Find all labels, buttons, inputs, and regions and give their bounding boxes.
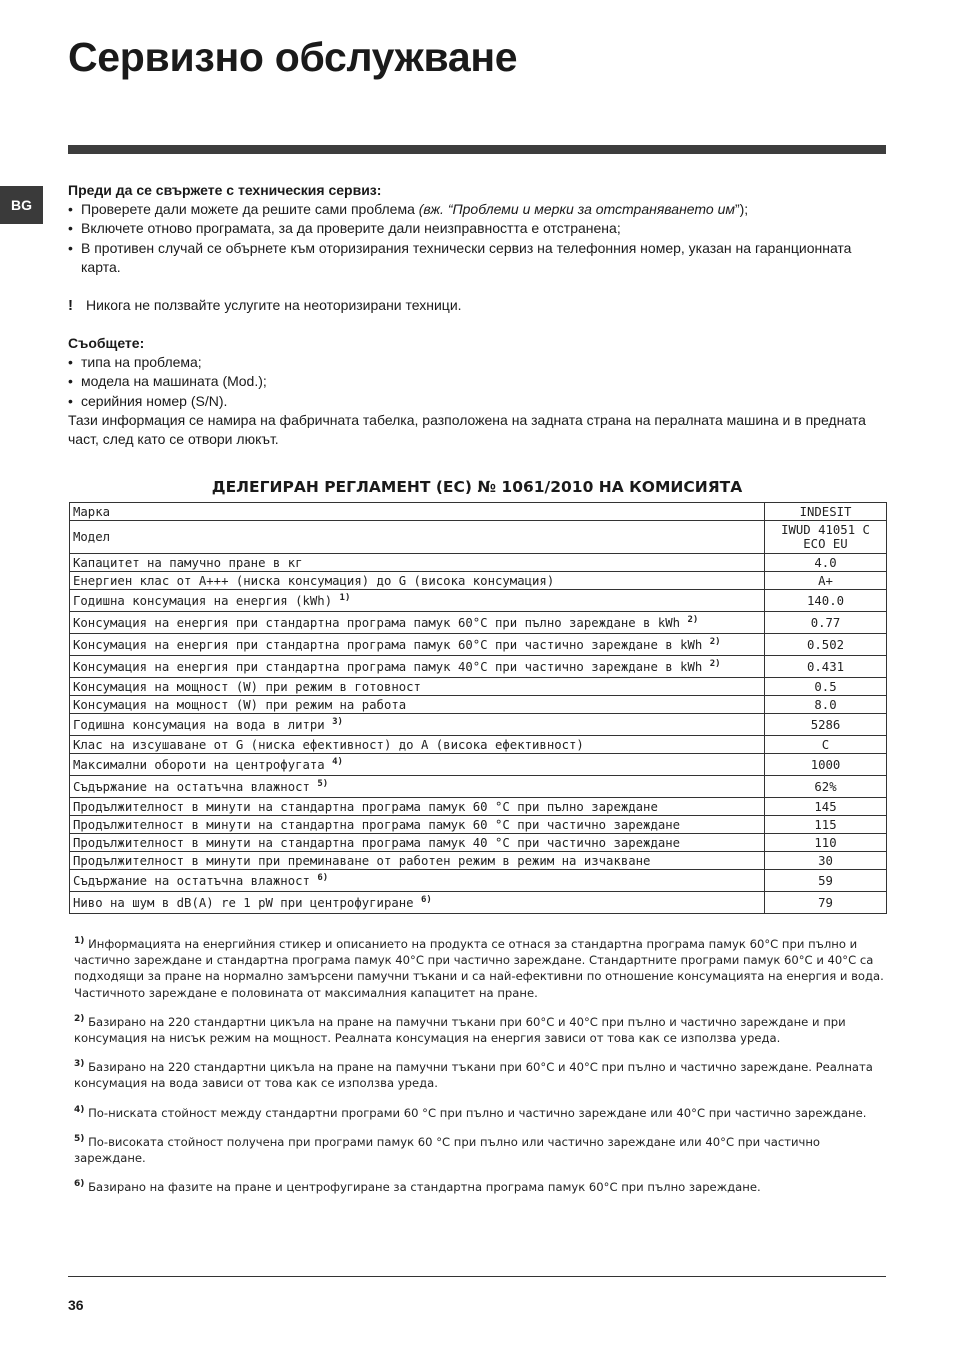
row-value: INDESIT [765, 503, 887, 521]
footnote-ref: 3) [332, 716, 343, 727]
table-row [70, 590, 887, 612]
table-row [70, 678, 887, 696]
table-row [70, 612, 887, 634]
row-value: 110 [765, 834, 887, 852]
row-value: 115 [765, 816, 887, 834]
footnote-ref: 2) [687, 614, 699, 625]
before-contact-section [68, 181, 888, 277]
row-value: A+ [765, 572, 887, 590]
row-label: Продължителност в минути на стандартна програма памук 60 °C при пълно зареждане [70, 798, 765, 816]
footnote-ref: 2) [709, 636, 721, 647]
footnote [74, 936, 884, 1001]
footnote-text: По-ниската стойност между стандартни програми 60 °C при пълно и частично зареждане или 40°C при частично зареждане. [88, 1105, 867, 1120]
row-label: Капацитет на памучно пране в кг [70, 554, 765, 572]
row-label: Консумация на енергия при стандартна програма памук 40°C при частично зареждане в kWh $^{2)}$ [70, 656, 765, 678]
row-label: Годишна консумация на енергия (kWh) $^{1)}$ [70, 590, 765, 612]
table-row [70, 870, 887, 892]
footnote-ref: 2) [709, 658, 721, 669]
footnote-ref: 4) [332, 756, 343, 767]
table-row [70, 572, 887, 590]
table-row [70, 736, 887, 754]
row-value: 140.0 [765, 590, 887, 612]
table-row [70, 554, 887, 572]
row-label: Съдържание на остатъчна влажност $^{5)}$ [70, 776, 765, 798]
warning-text: Никога не ползвайте услугите на неоторизирани техници. [86, 297, 462, 313]
table-row [70, 816, 887, 834]
row-value: 1000 [765, 754, 887, 776]
footnote-mark: 3) [74, 1059, 85, 1070]
row-value: C [765, 736, 887, 754]
footnote [74, 1179, 884, 1195]
page-title: Сервизно обслужване [68, 34, 518, 80]
footnote-text: Базирано на 220 стандартни цикъла на пране на памучни тъкани при 60°C и 40°C при пълно и частично зареждане. Реалната консумация на вода зависи от това как се използва уреда. [74, 1060, 873, 1091]
table-row [70, 798, 887, 816]
footnote-mark: 5) [74, 1133, 85, 1144]
row-value: IWUD 41051 C ECO EU [765, 521, 887, 554]
row-label: Консумация на енергия при стандартна програма памук 60°C при частично зареждане в kWh $^{2)}$ [70, 634, 765, 656]
footnote-ref: 6) [420, 894, 432, 905]
row-label: Максимални обороти на центрофугата $^{4)}$ [70, 754, 765, 776]
row-value: 0.431 [765, 656, 887, 678]
footnote-text: Информацията на енергийния стикер и описанието на продукта се отнася за стандартна програма памук 60°C при пълно и частично зареждане и стандартна програма памук 40°C при частично зареждане. Стандартните програми памук 60°C и 40°C са подходящи за пране на нормално замърсени памучни тъкани и са най-ефективни по отношение консумацията на енергия и вода. Частичното зареждане е половината от максималния капацитет на пране. [74, 937, 884, 1000]
table-row [70, 714, 887, 736]
report-section [68, 334, 888, 449]
warning-icon: ! [68, 297, 73, 314]
footnote-mark: 4) [74, 1104, 85, 1115]
table-row [70, 892, 887, 914]
page-number: 36 [68, 1297, 84, 1313]
table-row [70, 754, 887, 776]
footnote-mark: 6) [74, 1179, 85, 1190]
row-value: 5286 [765, 714, 887, 736]
footnote [74, 1134, 884, 1166]
row-label: Ниво на шум в dB(A) re 1 pW при центрофугиране $^{6)}$ [70, 892, 765, 914]
footnote-ref: 6) [317, 872, 329, 883]
table-row [70, 852, 887, 870]
list-item: • серийния номер (S/N). [68, 392, 228, 409]
row-value: 4.0 [765, 554, 887, 572]
table-row [70, 656, 887, 678]
row-value: 145 [765, 798, 887, 816]
row-label: Продължителност в минути на стандартна програма памук 60 °C при частично зареждане [70, 816, 765, 834]
row-label: Продължителност в минути при преминаване от работен режим в режим на изчакване [70, 852, 765, 870]
row-label: Съдържание на остатъчна влажност $^{6)}$ [70, 870, 765, 892]
row-value: 59 [765, 870, 887, 892]
list-item: • типа на проблема; [68, 354, 202, 371]
list-item: • Проверете дали можете да решите сами проблема (вж. “Проблеми и мерки за отстраняването им”); [68, 201, 749, 218]
row-value: 0.502 [765, 634, 887, 656]
list-item: • Включете отново програмата, за да проверите дали неизправността е отстранена; [68, 220, 621, 237]
row-label: Клас на изсушаване от G (ниска ефективност) до A (висока ефективност) [70, 736, 765, 754]
row-label: Енергиен клас от A+++ (ниска консумация) до G (висока консумация) [70, 572, 765, 590]
footer-divider [68, 1276, 886, 1277]
footnote [74, 1014, 884, 1046]
row-label: Консумация на енергия при стандартна програма памук 60°C при пълно зареждане в kWh $^{2)}$ [70, 612, 765, 634]
row-label: Консумация на мощност (W) при режим в готовност [70, 678, 765, 696]
row-value: 0.77 [765, 612, 887, 634]
row-label: Годишна консумация на вода в литри $^{3)}$ [70, 714, 765, 736]
regulation-table [69, 502, 887, 914]
footnote-text: По-високата стойност получена при програми памук 60 °C при пълно или частично зареждане или 40°C при частично зареждане. [74, 1134, 821, 1166]
list-item: • В противен случай се обърнете към оторизирания технически сервиз на телефонния номер, указан на гаранционната карта. [68, 239, 852, 275]
report-info: Тази информация се намира на фабричната табелка, разположена на задната страна на пералната машина и в предната част, след като се отвори люкът. [68, 411, 866, 448]
footnote-mark: 1) [74, 936, 85, 946]
footnote-text: Базирано на фазите на пране и центрофугиране за стандартна програма памук 60°C при пълно зареждане. [88, 1180, 761, 1195]
list-item: • модела на машината (Mod.); [68, 373, 267, 390]
row-value: 30 [765, 852, 887, 870]
table-row [70, 634, 887, 656]
table-row [70, 776, 887, 798]
footnote-ref: 1) [339, 592, 351, 603]
row-label: Модел [70, 521, 765, 554]
row-value: 8.0 [765, 696, 887, 714]
regulation-title: ДЕЛЕГИРАН РЕГЛАМЕНТ (ЕС) № 1061/2010 НА КОМИСИЯТА [211, 478, 743, 496]
footnote [74, 1059, 884, 1091]
row-label: Продължителност в минути на стандартна програма памук 40 °C при частично зареждане [70, 834, 765, 852]
table-row [70, 834, 887, 852]
footnotes [74, 936, 884, 1208]
table-row [70, 503, 887, 521]
row-value: 0.5 [765, 678, 887, 696]
row-value: 62% [765, 776, 887, 798]
report-heading: Съобщете: [68, 335, 145, 351]
table-row [70, 696, 887, 714]
row-value: 79 [765, 892, 887, 914]
footnote-text: Базирано на 220 стандартни цикъла на пране на памучни тъкани при 60°C и 40°C при пълно и частично зареждане и при консумация на нисък режим на мощност. Реалната консумация на енергия зависи от това как се използва уреда. [74, 1014, 846, 1046]
footnote [74, 1105, 884, 1121]
row-label: Консумация на мощност (W) при режим на работа [70, 696, 765, 714]
title-divider [68, 145, 886, 154]
footnote-ref: 5) [317, 778, 329, 789]
footnote-mark: 2) [74, 1013, 85, 1024]
row-label: Марка [70, 503, 765, 521]
table-row [70, 521, 887, 554]
before-heading: Преди да се свържете с техническия сервиз: [68, 182, 382, 198]
warning-note [68, 296, 888, 315]
language-tab: BG [0, 186, 43, 224]
